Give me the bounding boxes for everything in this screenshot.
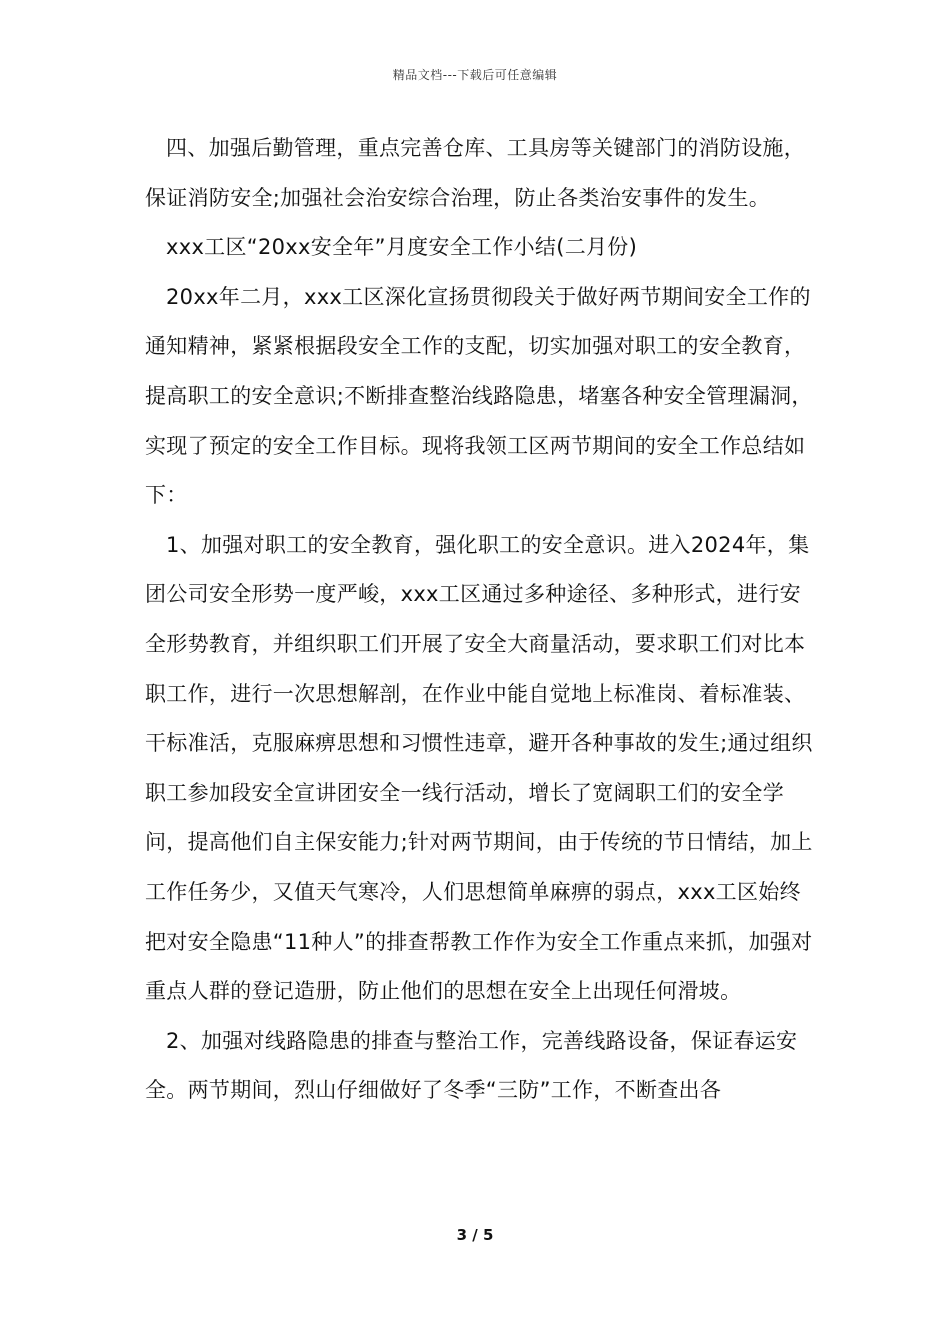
page-header: 精品文档---下载后可任意编辑: [392, 68, 558, 82]
section-title: xxx工区“20xx安全年”月度安全工作小结(二月份): [166, 235, 638, 260]
paragraph-logistics: 四、加强后勤管理，重点完善仓库、工具房等关键部门的消防设施，保证消防安全;加强社会治安综合治理，防止各类治安事件的发生。: [145, 136, 805, 210]
paragraph-intro: 20xx年二月，xxx工区深化宣扬贯彻段关于做好两节期间安全工作的通知精神，紧紧根据段安全工作的支配，切实加强对职工的安全教育，提高职工的安全意识;不断排查整治线路隐患，堵塞各种安全管理漏洞，实现了预定的安全工作目标。现将我领工区两节期间的安全工作总结如下：: [145, 284, 813, 508]
page-number: 3 / 5: [456, 1226, 494, 1244]
paragraph-item-2: 2、加强对线路隐患的排查与整治工作，完善线路设备，保证春运安全。两节期间，烈山仔细做好了冬季“三防”工作，不断查出各: [145, 1028, 798, 1103]
document-body: [145, 124, 817, 1116]
paragraph-item-1: 1、加强对职工的安全教育，强化职工的安全意识。进入2024年，集团公司安全形势一度严峻，xxx工区通过多种途径、多种形式，进行安全形势教育，并组织职工们开展了安全大商量活动，要求职工们对比本职工作，进行一次思想解剖，在作业中能自觉地上标准岗、着标准装、干标准活，克服麻痹思想和习惯性违章，避开各种事故的发生;通过组织职工参加段安全宣讲团安全一线行活动，增长了宽阔职工们的安全学问，提高他们自主保安能力;针对两节期间，由于传统的节日情结，加上工作任务少，又值天气寒冷，人们思想简单麻痹的弱点，xxx工区始终把对安全隐患“11种人”的排查帮教工作作为安全工作重点来抓，加强对重点人群的登记造册，防止他们的思想在安全上出现任何滑坡。: [145, 532, 813, 1004]
